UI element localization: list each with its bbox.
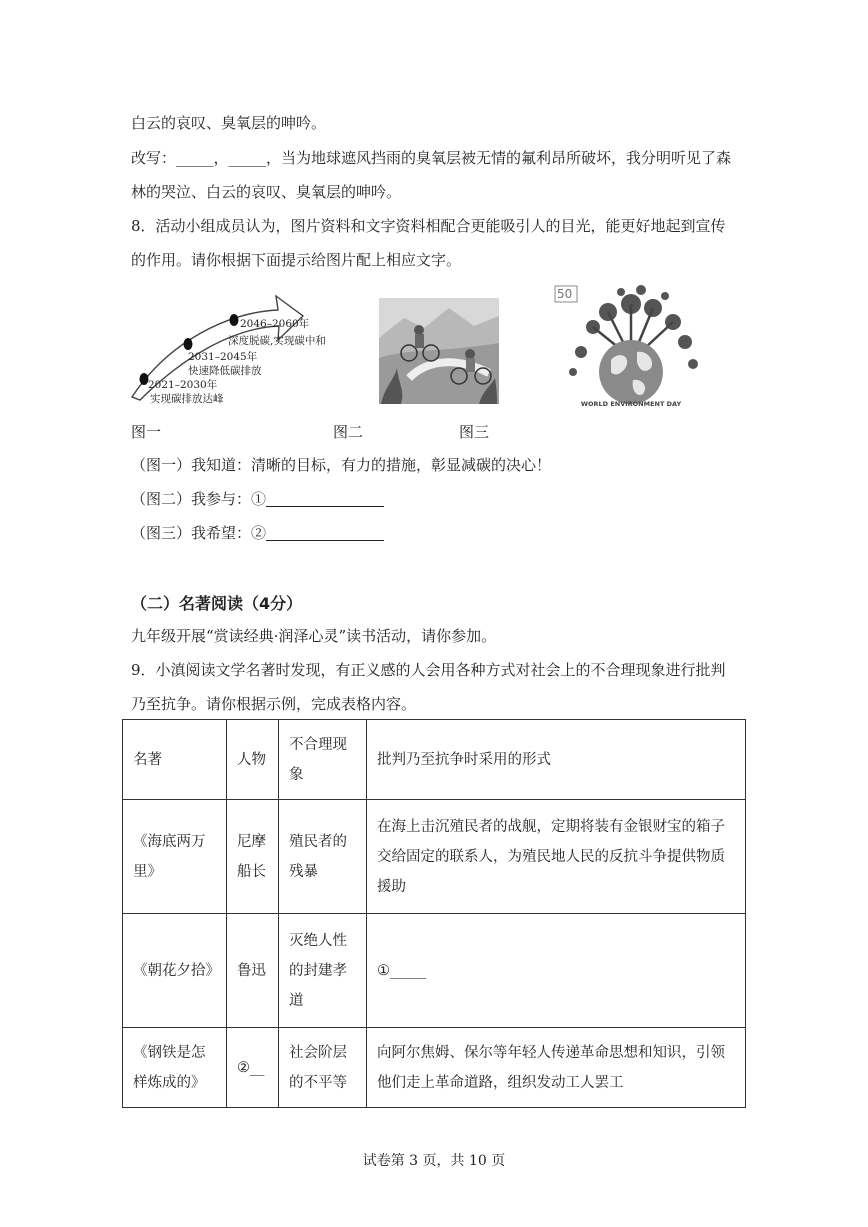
timeline-dot — [230, 314, 239, 326]
header-cell: 批判乃至抗争时采用的形式 — [367, 720, 746, 800]
table-cell: 《海底两万里》 — [123, 800, 227, 914]
answer-fig2-blank[interactable] — [266, 492, 384, 507]
table-cell: 尼摩船长 — [227, 800, 279, 914]
table-cell: 灭绝人性的封建孝道 — [279, 914, 367, 1028]
rewrite-sep: ， — [213, 149, 229, 167]
rider-icon — [414, 325, 424, 335]
rewrite-blank-1[interactable]: _____ — [176, 149, 214, 167]
reading-table — [122, 719, 746, 1108]
question-8-line1: 8．活动小组成员认为，图片资料和文字资料相配合更能吸引人的目光，能更好地起到宣传 — [131, 217, 726, 235]
rewrite-prefix: 改写： — [131, 149, 177, 167]
question-9-line1: 9．小滇阅读文学名著时发现，有正义感的人会用各种方式对社会上的不合理现象进行批判 — [131, 661, 726, 679]
question-9-line2: 乃至抗争。请你根据示例，完成表格内容。 — [131, 695, 417, 713]
answer-fig3-blank[interactable] — [266, 526, 384, 541]
section-title: （二）名著阅读（4分） — [131, 594, 303, 613]
stage3-text: 深度脱碳,实现碳中和 — [228, 335, 326, 347]
caption-fig3: 图三 — [459, 423, 490, 441]
table-cell: 《钢铁是怎样炼成的》 — [123, 1028, 227, 1108]
rider-icon — [465, 349, 475, 359]
table-header-row — [123, 720, 746, 800]
answer-fig3-prefix: （图三）我希望：② — [131, 524, 267, 542]
stage2-text: 快速降低碳排放 — [188, 365, 262, 377]
table-cell: 向阿尔焦姆、保尔等年轻人传递革命思想和知识，引领他们走上革命道路，组织发动工人罢工 — [367, 1028, 746, 1108]
text-line: 白云的哀叹、臭氧层的呻吟。 — [131, 114, 327, 132]
timeline-dot — [184, 338, 193, 350]
answer-blank-cell[interactable]: ②__ — [227, 1028, 279, 1108]
table-cell: 殖民者的残暴 — [279, 800, 367, 914]
badge-text: 50 — [557, 287, 573, 301]
page-footer: 试卷第 3 页，共 10 页 — [362, 1153, 506, 1169]
answer-blank-cell[interactable]: ①_____ — [367, 914, 746, 1028]
rewrite-rest: ，当为地球遮风挡雨的臭氧层被无情的氟利昂所破坏，我分明听见了森 — [266, 149, 732, 167]
question-8-line2: 的作用。请你根据下面提示给图片配上相应文字。 — [131, 251, 462, 269]
table-cell: 在海上击沉殖民者的战舰，定期将装有金银财宝的箱子交给固定的联系人，为殖民地人民的反抗斗争提供物质援助 — [367, 800, 746, 914]
stage2-year: 2031–2045年 — [188, 351, 258, 363]
answer-fig1: （图一）我知道：清晰的目标，有力的措施，彰显减碳的决心！ — [131, 456, 552, 474]
globe-icon — [599, 340, 663, 404]
rewrite-blank-2[interactable]: _____ — [228, 149, 267, 167]
answer-fig3 — [131, 523, 384, 543]
header-cell: 名著 — [123, 720, 227, 800]
answer-fig2-prefix: （图二）我参与：① — [131, 490, 267, 508]
table-row — [123, 1028, 746, 1108]
caption-fig2: 图二 — [333, 423, 364, 441]
table-cell: 鲁迅 — [227, 914, 279, 1028]
stage3-year: 2046–2060年 — [240, 318, 310, 330]
figure-3-environment-day — [553, 282, 709, 408]
text-line: 林的哭泣、白云的哀叹、臭氧层的呻吟。 — [131, 183, 402, 201]
table-row — [123, 800, 746, 914]
header-cell: 人物 — [227, 720, 279, 800]
answer-fig2 — [131, 489, 384, 509]
header-cell: 不合理现象 — [279, 720, 367, 800]
ring-text: WORLD ENVIRONMENT DAY — [580, 400, 682, 408]
stage1-year: 2021–2030年 — [148, 379, 218, 391]
caption-fig1: 图一 — [131, 423, 162, 441]
section-intro: 九年级开展“赏读经典·润泽心灵”读书活动，请你参加。 — [131, 627, 497, 645]
figure-1-timeline — [128, 282, 358, 407]
stage1-text: 实现碳排放达峰 — [150, 393, 224, 405]
figure-2-cycling — [379, 298, 499, 404]
rewrite-line — [131, 148, 731, 168]
table-cell: 社会阶层的不平等 — [279, 1028, 367, 1108]
table-cell: 《朝花夕拾》 — [123, 914, 227, 1028]
table-row — [123, 914, 746, 1028]
